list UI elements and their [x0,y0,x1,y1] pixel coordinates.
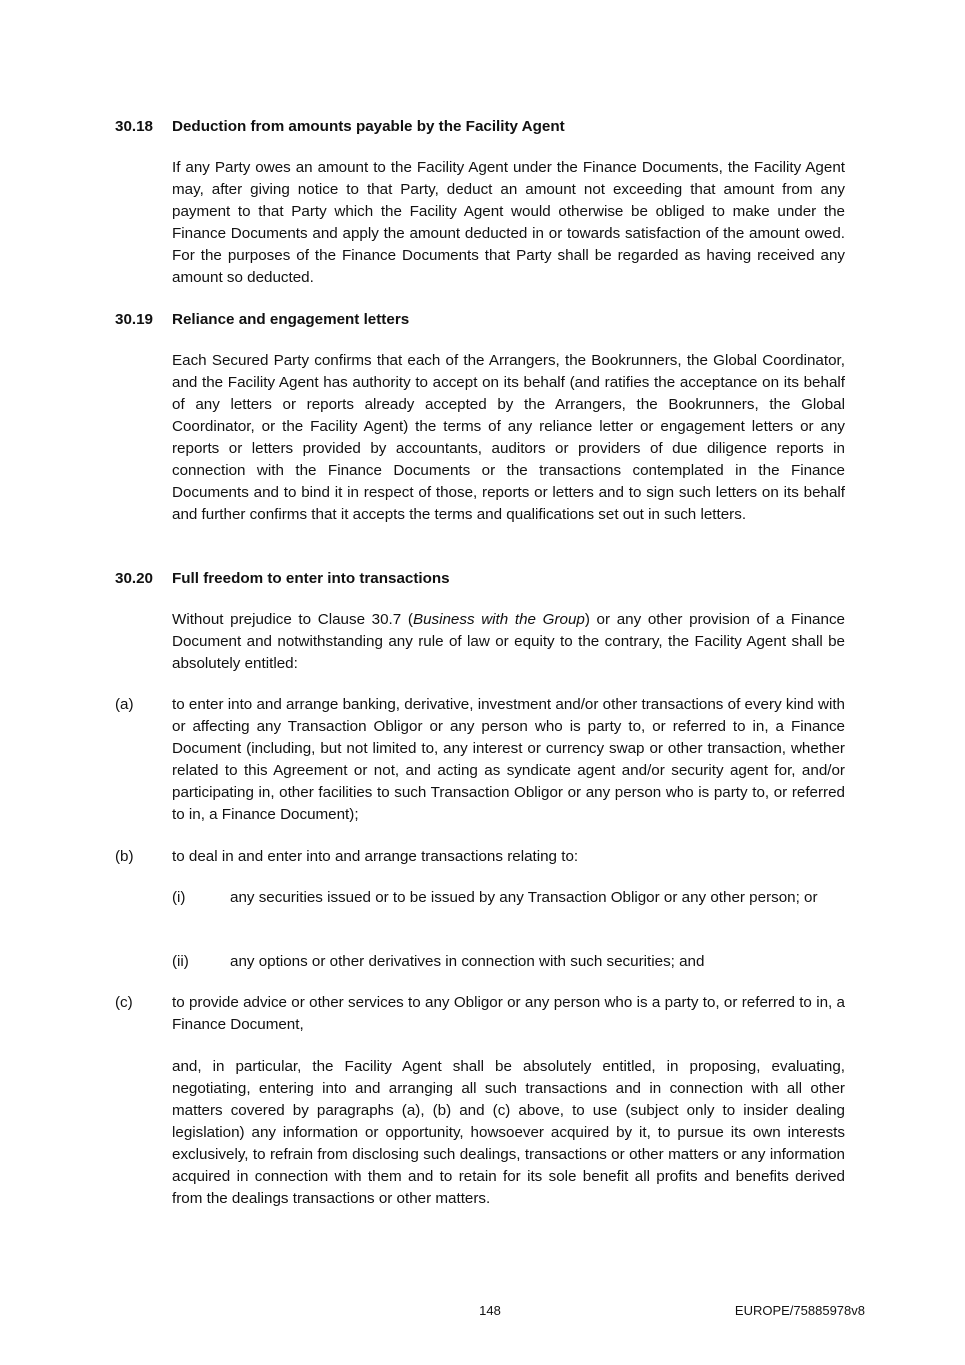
subitem-label-ii: (ii) [172,953,189,970]
section-number: 30.18 [115,118,154,135]
section-title: Reliance and engagement letters [172,311,410,328]
section-intro-30-20 [172,609,845,675]
item-label-a: (a) [115,696,134,713]
section-body-30-18: If any Party owes an amount to the Facility Agent under the Finance Documents, the Facility Agent may, after giving notice to that Party, deduct an amount not exceeding that amount from any payment to that Party which the Facility Agent would otherwise be obliged to make under the Finance Documents and apply the amount deducted in or towards satisfaction of the amount owed. For the purposes of the Finance Documents that Party shall be regarded as having received any amount so deducted. [172,159,845,286]
item-text-c: to provide advice or other services to any Obligor or any person who is a party to, or referred to in, a Finance Document, [172,994,845,1033]
subitem-text-i: any securities issued or to be issued by any Transaction Obligor or any other person; or [230,889,818,906]
section-body-30-19: Each Secured Party confirms that each of the Arrangers, the Bookrunners, the Global Coordinator, and the Facility Agent has authority to accept on its behalf (and ratifies the acceptance on its behalf of any letters or reports already accepted by the Arrangers, the Bookrunners, the Global Coordinator, or the Facility Agent) the terms of any reliance letter or engagement letters or any reports or letters provided by accountants, auditors or providers of due diligence reports in connection with the Finance Documents or the transactions contemplated in the Finance Documents and to bind it in respect of those, reports or letters and to sign such letters on its behalf and further confirms that it accepts the terms and qualifications set out in such letters. [172,352,845,523]
section-title: Full freedom to enter into transactions [172,570,450,587]
section-heading-30-18 [115,116,845,138]
section-number: 30.19 [115,311,154,328]
section-heading-30-19 [115,309,845,331]
section-title: Deduction from amounts payable by the Facility Agent [172,118,565,135]
clause-reference: Business with the Group [412,611,585,628]
item-text-b: to deal in and enter into and arrange transactions relating to: [172,848,579,865]
intro-text-cont: ) or any other provision of a Finance Document and notwithstanding any rule of law or equity to the contrary, the Facility Agent shall be absolutely entitled: [172,611,845,672]
document-reference: EUROPE/75885978v8 [734,1303,865,1318]
section-number: 30.20 [115,570,154,587]
closing-paragraph: and, in particular, the Facility Agent shall be absolutely entitled, in proposing, evaluating, negotiating, entering into and arranging all such transactions and in connection with all other matters covered by paragraphs (a), (b) and (c) above, to use (subject only to insider dealing legislation) any information or opportunity, howsoever acquired by it, to pursue its own interests exclusively, to refrain from disclosing such dealings, transactions or other matters or any information acquired in connection with them and to retain for its sole benefit all profits and benefits derived from the dealings transactions or other matters. [172,1058,845,1207]
intro-text: Without prejudice to Clause 30.7 ( [172,611,413,628]
item-label-c: (c) [115,994,133,1011]
subitem-text-ii: any options or other derivatives in connection with such securities; and [230,953,705,970]
item-label-b: (b) [115,848,134,865]
page-number: 148 [479,1303,501,1318]
section-heading-30-20 [115,568,845,590]
subitem-label-i: (i) [172,889,186,906]
item-text-a: to enter into and arrange banking, derivative, investment and/or other transactions of every kind with or affecting any Transaction Obligor or any person who is party to, or referred to in, a Finance Document (including, but not limited to, any interest or currency swap or other transaction, whether related to this Agreement or not, and acting as syndicate agent and/or security agent for, and/or participating in, other facilities to such Transaction Obligor or any person who is party to, or referred to in, a Finance Document); [172,696,845,823]
